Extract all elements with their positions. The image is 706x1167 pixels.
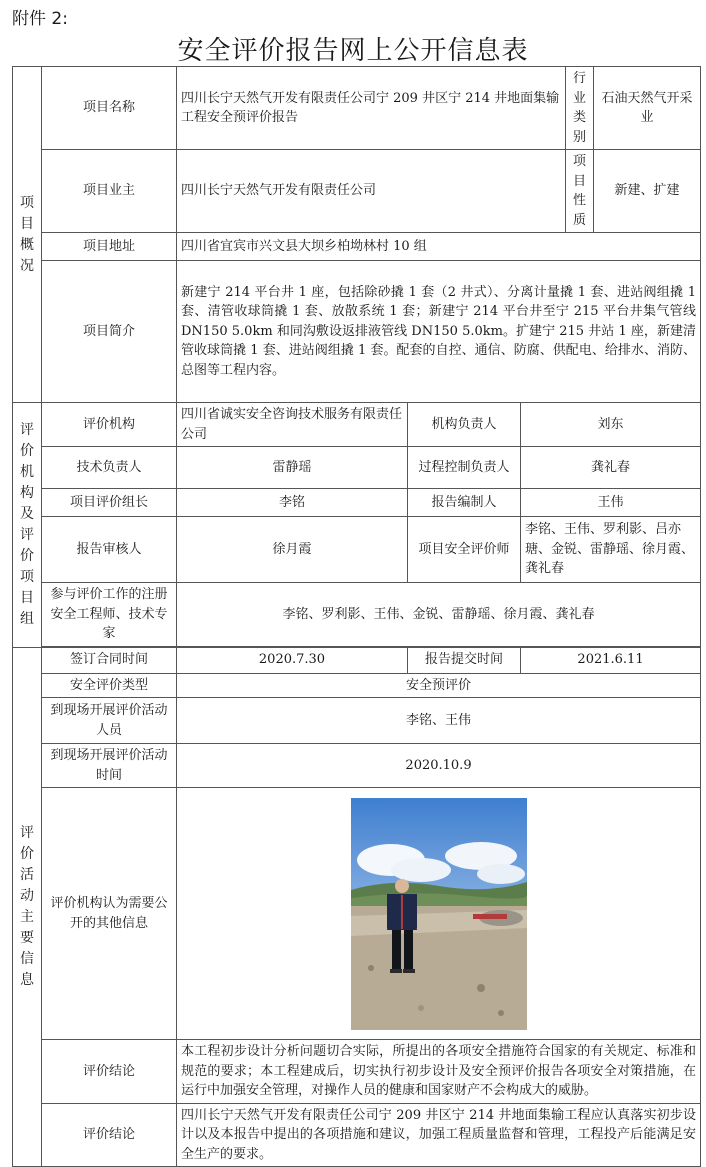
- reviewer-value: 徐月霞: [177, 517, 408, 583]
- info-table: [12, 66, 701, 1167]
- conclusion-value-1: 本工程初步设计分析问题切合实际，所提出的各项安全措施符合国家的有关规定、标准和规范的要求；本工程建成后，切实执行初步设计及安全预评价报告各项安全对策措施，在运行中加强安全管理，对操作人员的健康和国家财产不会构成大的威胁。: [177, 1040, 701, 1104]
- submit-value: 2021.6.11: [521, 647, 701, 673]
- tech-label: 技术负责人: [42, 447, 177, 489]
- nature-label: 项目性质: [566, 150, 594, 233]
- conclusion-label-2: 评价结论: [42, 1103, 177, 1167]
- site-photo-cell: [177, 788, 701, 1040]
- staff-label: 到现场开展评价活动人员: [42, 698, 177, 744]
- conclusion-value-2: 四川长宁天然气开发有限责任公司宁 209 井区宁 214 井地面集输工程应认真落实初步设计以及本报告中提出的各项措施和建议，加强工程质量监督和管理，工程投产后能满足安全生产的要求。: [177, 1103, 701, 1167]
- conclusion-label-1: 评价结论: [42, 1040, 177, 1104]
- org-value: 四川省诚实安全咨询技术服务有限责任公司: [177, 403, 408, 447]
- other-info-label: 评价机构认为需要公开的其他信息: [42, 788, 177, 1040]
- staff-value: 李铭、王伟: [177, 698, 701, 744]
- org-label: 评价机构: [42, 403, 177, 447]
- nature-value: 新建、扩建: [594, 150, 701, 233]
- compiler-value: 王伟: [521, 489, 701, 517]
- type-value: 安全预评价: [177, 673, 701, 698]
- attachment-label: 附件 2:: [12, 9, 68, 29]
- contract-value: 2020.7.30: [177, 647, 408, 673]
- compiler-label: 报告编制人: [408, 489, 521, 517]
- head-value: 刘东: [521, 403, 701, 447]
- time-value: 2020.10.9: [177, 744, 701, 788]
- page-title: 安全评价报告网上公开信息表: [177, 36, 529, 66]
- evaluators-value: 李铭、王伟、罗利影、吕亦瑭、金锐、雷静瑶、徐月霞、龚礼春: [521, 517, 701, 583]
- section-activity-label: 评 价 活 动 主 要 信 息: [13, 647, 42, 1167]
- intro-value: 新建宁 214 平台井 1 座，包括除砂撬 1 套（2 井式）、分离计量撬 1 套、进站阀组撬 1 套、清管收球筒撬 1 套、放散系统 1 套；新建宁 214 平台井至宁 215 平台井集气管线 DN150 5.0km 和同沟敷设返排液管线 DN150 5.0km。扩建宁 215 井站 1 座，新建清管收球筒撬 1 套、进站阀组撬 1 套。配套的自控、通信、防腐、供配电、给排水、消防、总图等工程内容。: [177, 261, 701, 403]
- reviewer-label: 报告审核人: [42, 517, 177, 583]
- owner-label: 项目业主: [42, 150, 177, 233]
- engineers-value: 李铭、罗利影、王伟、金锐、雷静瑶、徐月霞、龚礼春: [177, 583, 701, 647]
- contract-label: 签订合同时间: [42, 647, 177, 673]
- section-overview-label: 项 目 概 况: [13, 67, 42, 403]
- address-label: 项目地址: [42, 233, 177, 261]
- submit-label: 报告提交时间: [408, 647, 521, 673]
- industry-label: 行业类别: [566, 67, 594, 150]
- engineers-label: 参与评价工作的注册安全工程师、技术专家: [42, 583, 177, 647]
- time-label: 到现场开展评价活动时间: [42, 744, 177, 788]
- industry-value: 石油天然气开采业: [594, 67, 701, 150]
- process-value: 龚礼春: [521, 447, 701, 489]
- site-photo: [351, 798, 527, 1030]
- process-label: 过程控制负责人: [408, 447, 521, 489]
- type-label: 安全评价类型: [42, 673, 177, 698]
- address-value: 四川省宜宾市兴文县大坝乡柏坳林村 10 组: [177, 233, 701, 261]
- leader-label: 项目评价组长: [42, 489, 177, 517]
- project-name-label: 项目名称: [42, 67, 177, 150]
- evaluators-label: 项目安全评价师: [408, 517, 521, 583]
- project-name-value: 四川长宁天然气开发有限责任公司宁 209 井区宁 214 井地面集输工程安全预评价报告: [177, 67, 566, 150]
- owner-value: 四川长宁天然气开发有限责任公司: [177, 150, 566, 233]
- section-agency-label: 评 价 机 构 及 评 价 项 目 组: [13, 403, 42, 648]
- intro-label: 项目简介: [42, 261, 177, 403]
- leader-value: 李铭: [177, 489, 408, 517]
- head-label: 机构负责人: [408, 403, 521, 447]
- tech-value: 雷静瑶: [177, 447, 408, 489]
